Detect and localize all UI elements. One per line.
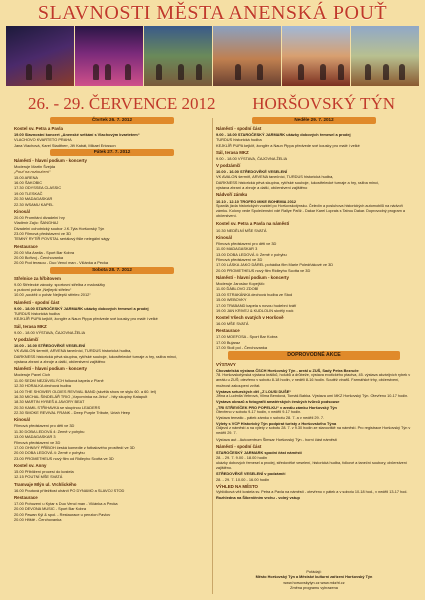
program-item: 15.00 WEBOVKY (216, 297, 247, 303)
program-item: 9.00 - 18.00 STAROČESKÝ JARMARK ukázky dobových řemesel a prodej (216, 131, 351, 137)
concert-photo (6, 26, 74, 86)
program-description: ukázky dobových řemesel a prodej, středověké veselení, historická hudba, folkové a taneční soubory, občerstvení zajištěno. (216, 460, 407, 470)
section-heading: V podzámčí (216, 163, 241, 169)
program-item: 22.30 SMOKE REVIVAL FRANK - Deep Purple Tribute, Uriah Heep (14, 410, 131, 416)
program-description: Jiřina a Ludmila Vebrová, Vilma Bendová, Tomáš Babka. Výstava umí MKZ Horšovský Týn. Otevřeno 10-17 hodin. (216, 394, 409, 399)
program-item: VK AVALON šermíři, ARVENA tanečníci, TURDUS historická hudba, (14, 348, 132, 354)
program-item: 17.00 TRABAND kapela s novou hudební tváří (216, 302, 297, 308)
program-item: Výstava obrazů a fotografií amatérských českých tvůrců podsouse (216, 399, 340, 405)
section-heading: Kostel sv. Petra a Pavla (14, 125, 63, 131)
program-item: 17.30 ODYSSEA CLASSIC (14, 185, 62, 191)
program-item: „TRI STŘEVÍČEK PRO POPELKU“ v areálu zámku Horšovský Týn (216, 404, 337, 410)
section-heading: Střelnice za hřbitovem (14, 275, 61, 281)
program-right-column (216, 116, 412, 500)
market-photo (213, 26, 281, 86)
program-item: 18.30 MARTIN HYBEŠ A JAVORY BEAT (14, 399, 85, 405)
program-item: 28. - 29. 7. 10.00 - 16.00 hodin (216, 476, 270, 482)
program-item: DARKNESS historická pěvá skupina, rytířské souboje, lukostřelecké turnaje a hry, ražba mincí, (216, 179, 380, 185)
program-item: 12.15 POUTNÍ MŠE SVATÁ (14, 474, 63, 480)
section-heading: VÝHLED NA MĚSTO (216, 483, 258, 489)
program-item: Divadelní ochotnický soubor J.K.Tyla Horšovský Týn (14, 225, 105, 231)
day-header: Sobota 28. 7. 2012 (50, 267, 174, 274)
program-item: Moderuje Pavel Cích (14, 372, 51, 378)
program-item: 23.00 PROMETHEUS nový film od Ridleyho Scotta ve 3D (14, 455, 114, 461)
program-item: DARKNESS historická pěvá skupina, rytířské souboje, lukostřelecké turnaje a hry, ražba mincí, (14, 353, 178, 359)
footer-organizers: Město Horšovský Týn a Městské kulturní zařízení Horšovský Týn (255, 575, 373, 580)
event-place: HORŠOVSKÝ TÝN (252, 94, 395, 113)
section-heading: Náměstí - spodní část (14, 299, 60, 305)
section-heading: VÝSTAVY (216, 361, 236, 367)
event-dates-bar (0, 92, 425, 114)
day-header: DOPROVODNÉ AKCE (228, 351, 400, 359)
program-item: 16.00 Poutová příležitost uhánít PO DYNAMO a SLAVOJ STOD (14, 487, 125, 493)
program-item: 13.00 STRAKÁNKA dechová hudba ze Stod (216, 291, 293, 297)
program-item: Jana Vlachová, Karel Stadtherr, Jiří Kabát, Mikael Ericsson (14, 142, 116, 148)
program-item: TURDUS historická hudba (216, 137, 262, 143)
day-header: Pátek 27. 7. 2012 (50, 149, 174, 156)
column-divider (212, 118, 213, 594)
section-heading: Náměstí - hlavní podium - koncerty (14, 157, 87, 163)
section-heading: Náměstí - spodní část (216, 443, 262, 449)
program-item: 20.00 Bořivoj - Čerchovanka (14, 255, 64, 261)
program-item: Výstava aut - Autocentrum Šimsar Horšovský Týn - horní část náměstí (216, 436, 338, 442)
section-heading: Náměstí - spodní část (216, 125, 262, 131)
program-item: Filmová představení ve 3D (216, 256, 263, 262)
section-heading: Kostel Všech svatých v Horšově (216, 315, 284, 321)
section-heading: Náměstí - hlavní podium - koncerty (14, 366, 87, 372)
program-item: 17.00 OHNIVÝ PŘÍBOH česká komedie z fotbalového prostředí ve 3D (14, 445, 135, 450)
photo-strip (6, 26, 419, 86)
section-heading: Kinosál (14, 417, 30, 423)
section-heading: Kostel sv. Petra a Pavla na náměstí (216, 221, 290, 227)
footer-websites: www.horsovskytyn.cz www.mkzht.cz (283, 580, 345, 585)
program-item: 16.00 MŠE SVATÁ (216, 321, 249, 327)
program-item: 13.00 MADAGASKAR 3 (14, 434, 56, 440)
footer-label: Pořádají: (306, 570, 322, 574)
program-left-column (14, 116, 210, 523)
program-item: STŘEDOVĚKÉ VESELENÍ v podzámčí (216, 471, 286, 477)
program-item: Chovatelská výstava ČSCH Horšovský Týn - areál u ZUŠ, Sady Petra Bezruče (216, 367, 359, 373)
program-item: 20.00 DEVONA MUSIC - Sport Bar Kobra (14, 506, 87, 512)
section-heading: Sál, terasa MKZ (216, 149, 249, 155)
program-item: 15.00 Přiblížení procesí do kostela (14, 469, 74, 475)
program-item: 10.00 „soutěž o pohár Nejlepší střelec 2012“ (14, 292, 91, 298)
program-item: 20.00 Promítání divadelní hry (14, 214, 65, 220)
program-description: Odjezd z náměstí a na výlety v sobotu 28. 7. v 9.30 hodin ze stanoviště na náměstí. Pro registrace Horšovský Týn v neděli 29. 7. (216, 426, 411, 436)
program-item: TURDUS historická hudba (14, 311, 60, 317)
program-item: 17.00 Pohození u Kytar s Duo Vencl man - Vlčánka a Pecka (14, 500, 118, 506)
castle-photo (282, 26, 350, 86)
program-item: Moderuje Martin Švejda (14, 163, 56, 169)
section-heading: V podzámčí (14, 336, 39, 342)
program-item: Filmová představení ve 3D (14, 439, 61, 445)
program-item: 13.00 DOBA LEDOVÁ 4: Země v pohybu (216, 251, 287, 257)
program-description: Vyhlídková věž kostela sv. Petra a Pavla na náměstí - otevřeno v pátek a v sobotu 10-18 hod., v neděli 13-17 hod. (216, 489, 408, 494)
program-item: 9.00 Střelecké závody: sportovní střelba z malorážky (14, 281, 106, 287)
program-item: 16.30 MICHAL ŠINDELÁŘ TRIO „Vzpomínka na Jirku“ - hity skupiny Katapult (14, 394, 148, 399)
program-item: 19.00 JAN KRIVEJ & KUDLOLIN skvělý rock (216, 307, 294, 313)
program-item: VLACHOVO KVARTETO PRAHA (14, 137, 72, 143)
program-item: Výlety s VCP Historický Týn podpírat turisty z Horšovského Týna (216, 420, 337, 426)
section-heading: Restaurace (216, 328, 240, 334)
program-item: o putovní pohár „Nejlepší střelec“ (14, 287, 72, 293)
page-title: SLAVNOSTI MĚSTA ANENSKÁ POUŤ (37, 2, 388, 24)
section-heading: Kostel sv. Anny (14, 462, 47, 468)
program-item: 10.10 - 12.10 TROFEO MIKE BOHEMIA 2012 (216, 198, 297, 204)
stage-photo (75, 26, 143, 86)
program-item: KEJKLÍŘ PUPA kejklíř, žonglér a Naun Pippa předvede své kousky pro malé i velké (216, 142, 360, 148)
program-item: Moderuje Jaroslav Kopejšťo (216, 280, 265, 286)
section-heading: Náměstí - hlavní podium - koncerty (216, 274, 289, 280)
program-item: VK AVALON šermíři, ARVENA tanečníci, TURDUS historická hudba, (216, 174, 334, 180)
program-item: 19.00 Slavnostní koncert „Anenské setkání s Vlachovým kvartetem“ (14, 131, 140, 137)
program-description: 78. Horšovskotýnská výstava králíků, holubů a drůbeže, výstava exotického ptactva, 45. výstava akvárijních rybek v areálu u ZUŠ; otevřeno v sobotu 8-18 hodin, v neděli 8-16 hodin. Soutěž vinařů. Farmářské trhy, občerstvení, možnost zakoupení zvířat. (216, 373, 411, 388)
program-item: 19.00 TLESKAČ (14, 190, 43, 196)
section-heading: Restaurace (14, 243, 38, 249)
program-item: 17.00 Bujaraz (216, 339, 241, 345)
footer-note: Změna programu vyhrazena (290, 585, 338, 590)
program-item: 11.30 DOBA LEDOVÁ 4: Země v pohybu (14, 428, 85, 434)
program-item: 9.00 - 18.00 VÝSTAVA, ČAJOVNA ŽELIA (14, 329, 86, 335)
event-dates: 26. - 29. ČERVENCE 2012 (28, 94, 216, 113)
program-item: 9.00 - 18.00 STAROČESKÝ JARMARK ukázky dobových řemesel a prodej (14, 305, 149, 311)
program-item: 20.30 MADAGASKAR (14, 196, 53, 202)
program-item: 10.30 NEDĚLNÍ MŠE SVATÁ (216, 227, 267, 233)
program-item: 15.00 ARENA (14, 174, 39, 180)
program-item: 20.00 Pod terasou - Duo Vencl man - Vlčánka a Pecka (14, 260, 109, 266)
program-item: 11.00 SEDM NEZÁVISLÝCH folková kapela z Plzně (14, 377, 104, 383)
section-heading: Kinosál (14, 208, 30, 214)
program-description: Otevřeno v sobotu 9-17 hodin, v neděli 9-17 hodin. (216, 410, 302, 415)
program-item: 20.00 DOBA LEDOVÁ 4: Země v pohybu (14, 450, 85, 456)
program-item: 12.30 HORALKA dechová hudba (14, 383, 71, 389)
program-item: 17.00 MOEFOSA - Sport Bar Kobra (216, 334, 278, 340)
section-heading: Restaurace (14, 494, 38, 500)
program-item: Vladimír Zajíc: ŠANGHAJ (14, 220, 59, 226)
section-heading: Nádvoří zámku (216, 192, 248, 198)
program-item: 11.00 MADAGASKAR 3 (216, 246, 258, 252)
organizer-footer (216, 570, 412, 591)
program-item: KEJKLÍŘ PUPA kejklíř, žonglér a Naun Pippa předvede své kousky pro malé i velké (14, 316, 158, 322)
program-item: 9.00 - 18.00 VÝSTAVA, ČAJOVNA ŽELIA (216, 155, 288, 161)
program-item: výstava zbraní a zbroje a další, občerstvení zajištěno (216, 185, 308, 191)
program-item: 20.30 KAMIL STŘIHAVKA se skupinou LEADERS (14, 404, 101, 410)
program-item: Filmová představení pro děti ve 3D (14, 423, 75, 429)
program-item: 20.00 PROMETHEUS nový film Ridleyho Scotta ve 3D (216, 267, 311, 273)
program-item: 11.00 ĎÁBLOVO ZDOBÍ (216, 286, 259, 292)
program-item: TEMNÝ RYTÍŘ POVSTAL seriálový fišle nelegální ságy (14, 236, 110, 242)
program-item: 10.00 - 16.00 STŘEDOVĚKÉ VESELENÍ (216, 169, 288, 175)
section-heading: Sál, terasa MKZ (14, 323, 47, 329)
program-item: 20.00 Pawan Kýl & spol. - Restaurace u penzion Pavlov (14, 511, 111, 517)
program-item: 17.00 LÁSKA JAKO DÁREL pohádka film Marie Poledňákové ve 3D (216, 262, 334, 268)
program-item: 10.00 - 16.00 STŘEDOVĚKÉ VESELENÍ (14, 343, 86, 348)
medieval-fair-photo (144, 26, 212, 86)
program-item: Filmová představení pro děti ve 3D (216, 240, 277, 246)
section-subtitle: „Pouť na rozloučení“ (14, 169, 51, 175)
program-item: STAROČESKÝ JARMARK spodní část náměstí (216, 449, 302, 455)
day-header: Čtvrtek 26. 7. 2012 (50, 117, 174, 124)
program-item: 20.00 Hřiště - Čerchovanka (14, 517, 62, 523)
program-item: 16.00 ŠAKOBIC (14, 180, 43, 186)
program-item: Rozhledna na Šibeničním vrchu - volný vstup (216, 495, 300, 501)
program-item: Výstava seturských děl „Z LOUSI DUŠE“ (216, 388, 292, 394)
program-item: Výstava tematic - pátek zámku v sobotu 28. 7. a v neděli 29. 7. (216, 415, 325, 421)
folk-dance-photo (351, 26, 419, 86)
program-description: Spanilá jízda historických vozidel po Horšovskotýnsku. Čeledín a posluhova historických automobilů na nádvoří zámku. Kolony vede Společenství vdé Rallye Paťiž - Dakar Karel Loprais s Tatrou Dakar. Doprovodný program a občerstvení. (216, 203, 405, 219)
program-item: 23.00 Filmová představení ve 3D (14, 231, 72, 237)
program-item: 17.00 Stoll pol - Čerchovanka (216, 345, 268, 351)
program-item: 20.00 Vila Arwila - Sport Bar Kobra (14, 249, 75, 255)
program-item: výstava zbraní a zbroje a další, občerstvení zajištěno (14, 359, 106, 365)
program-item: 22.30 WSAMU KAPEL (14, 201, 54, 207)
day-header: Neděle 29. 7. 2012 (252, 117, 376, 124)
program-item: 28. - 29. 7. 9.00 - 18.00 hodin (216, 455, 268, 461)
program-item: 14.00 THE SHOWER OLDIES REVIVAL BAND (skvělá show ve stylu 60. a 60. let) (14, 388, 156, 394)
section-heading: Kinosál (216, 234, 232, 240)
section-heading: Tramvaje Mlýn ul. Vrchlického (14, 481, 77, 487)
